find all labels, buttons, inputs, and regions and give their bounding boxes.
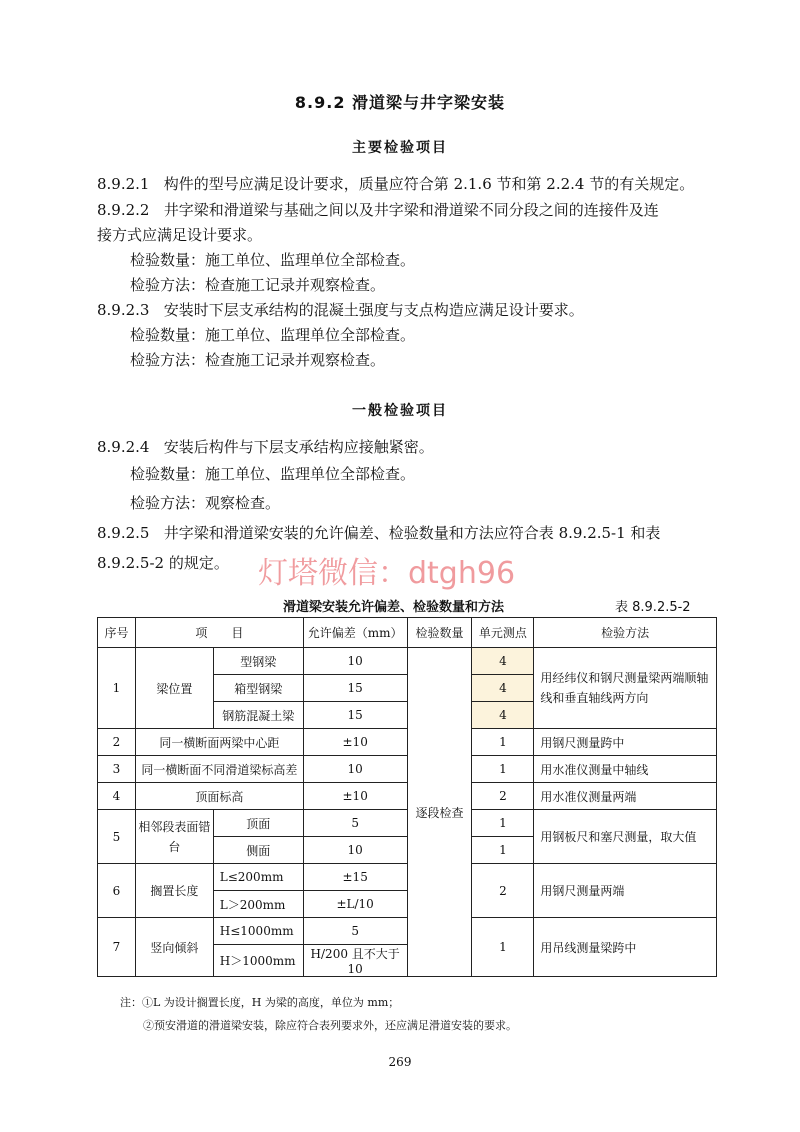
table-row: 3 同一横断面不同滑道梁标高差 10 1 用水准仪测量中轴线 [98, 756, 717, 783]
table-caption: 滑道梁安装允许偏差、检验数量和方法 [283, 600, 505, 615]
page-number: 269 [388, 1055, 412, 1069]
table-note-2: ②预安滑道的滑道梁安装，除应符合表列要求外，还应满足滑道安装的要求。 [143, 1019, 517, 1032]
inspection-quantity: 检验数量：施工单位、监理单位全部检查。 [130, 465, 416, 483]
header-cell: 检验方法 [534, 618, 717, 648]
table-row: 5 相邻段表面错台 顶面 5 1 用钢板尺和塞尺测量，取大值 [98, 810, 717, 837]
item-8-9-2-4: 8.9.2.4 安装后构件与下层支承结构应接触紧密。 [97, 438, 434, 456]
table-row: L＞200mm ±L/10 [98, 891, 717, 918]
table-header-row [98, 618, 717, 648]
main-items-heading: 主要检验项目 [352, 140, 448, 156]
table-row: 侧面 10 1 [98, 837, 717, 864]
item-8-9-2-1: 8.9.2.1 构件的型号应满足设计要求，质量应符合第 2.1.6 节和第 2.2.4 节的有关规定。 [97, 175, 695, 193]
header-cell: 项 目 [135, 618, 303, 648]
table-row: 箱型钢梁 15 4 [98, 675, 717, 702]
table-row: 6 搁置长度 L≤200mm ±15 2 用钢尺测量两端 [98, 864, 717, 891]
section-heading: 8.9.2 滑道梁与井字梁安装 [294, 93, 506, 112]
watermark: 灯塔微信：dtgh96 [258, 556, 516, 591]
table-row: 钢筋混凝土梁 15 4 [98, 702, 717, 729]
header-cell: 序号 [98, 618, 136, 648]
header-cell: 允许偏差（mm） [303, 618, 407, 648]
general-items-heading: 一般检验项目 [352, 403, 448, 419]
inspection-method: 检验方法：检查施工记录并观察检查。 [130, 351, 386, 369]
inspection-quantity-cell: 逐段检查 [407, 648, 472, 977]
inspection-quantity: 检验数量：施工单位、监理单位全部检查。 [130, 326, 416, 344]
inspection-method: 检验方法：检查施工记录并观察检查。 [130, 276, 386, 294]
table-row: 2 同一横断面两梁中心距 ±10 1 用钢尺测量跨中 [98, 729, 717, 756]
item-8-9-2-2-cont: 接方式应满足设计要求。 [97, 226, 263, 244]
item-8-9-2-5-cont: 8.9.2.5-2 的规定。 [97, 554, 229, 572]
table-row: H＞1000mm H/200 且不大于 10 [98, 945, 717, 977]
header-cell: 单元测点 [472, 618, 534, 648]
table-row: 1 梁位置 型钢梁 10 逐段检查 4 用经纬仪和钢尺测量梁两端顺轴线和垂直轴线两方向 [98, 648, 717, 675]
table-row: 4 顶面标高 ±10 2 用水准仪测量两端 [98, 783, 717, 810]
table-row: 7 竖向倾斜 H≤1000mm 5 1 用吊线测量梁跨中 [98, 918, 717, 945]
item-8-9-2-2: 8.9.2.2 井字梁和滑道梁与基础之间以及井字梁和滑道梁不同分段之间的连接件及连 [97, 201, 659, 219]
table-note-1: 注：①L 为设计搁置长度，H 为梁的高度，单位为 mm； [120, 996, 400, 1009]
tolerance-table [97, 617, 717, 977]
table-number: 表 8.9.2.5-2 [615, 600, 691, 615]
inspection-quantity: 检验数量：施工单位、监理单位全部检查。 [130, 251, 416, 269]
item-8-9-2-5: 8.9.2.5 井字梁和滑道梁安装的允许偏差、检验数量和方法应符合表 8.9.2.5-1 和表 [97, 524, 661, 542]
item-8-9-2-3: 8.9.2.3 安装时下层支承结构的混凝土强度与支点构造应满足设计要求。 [97, 301, 584, 319]
inspection-method: 检验方法：观察检查。 [130, 494, 281, 512]
header-cell: 检验数量 [407, 618, 472, 648]
